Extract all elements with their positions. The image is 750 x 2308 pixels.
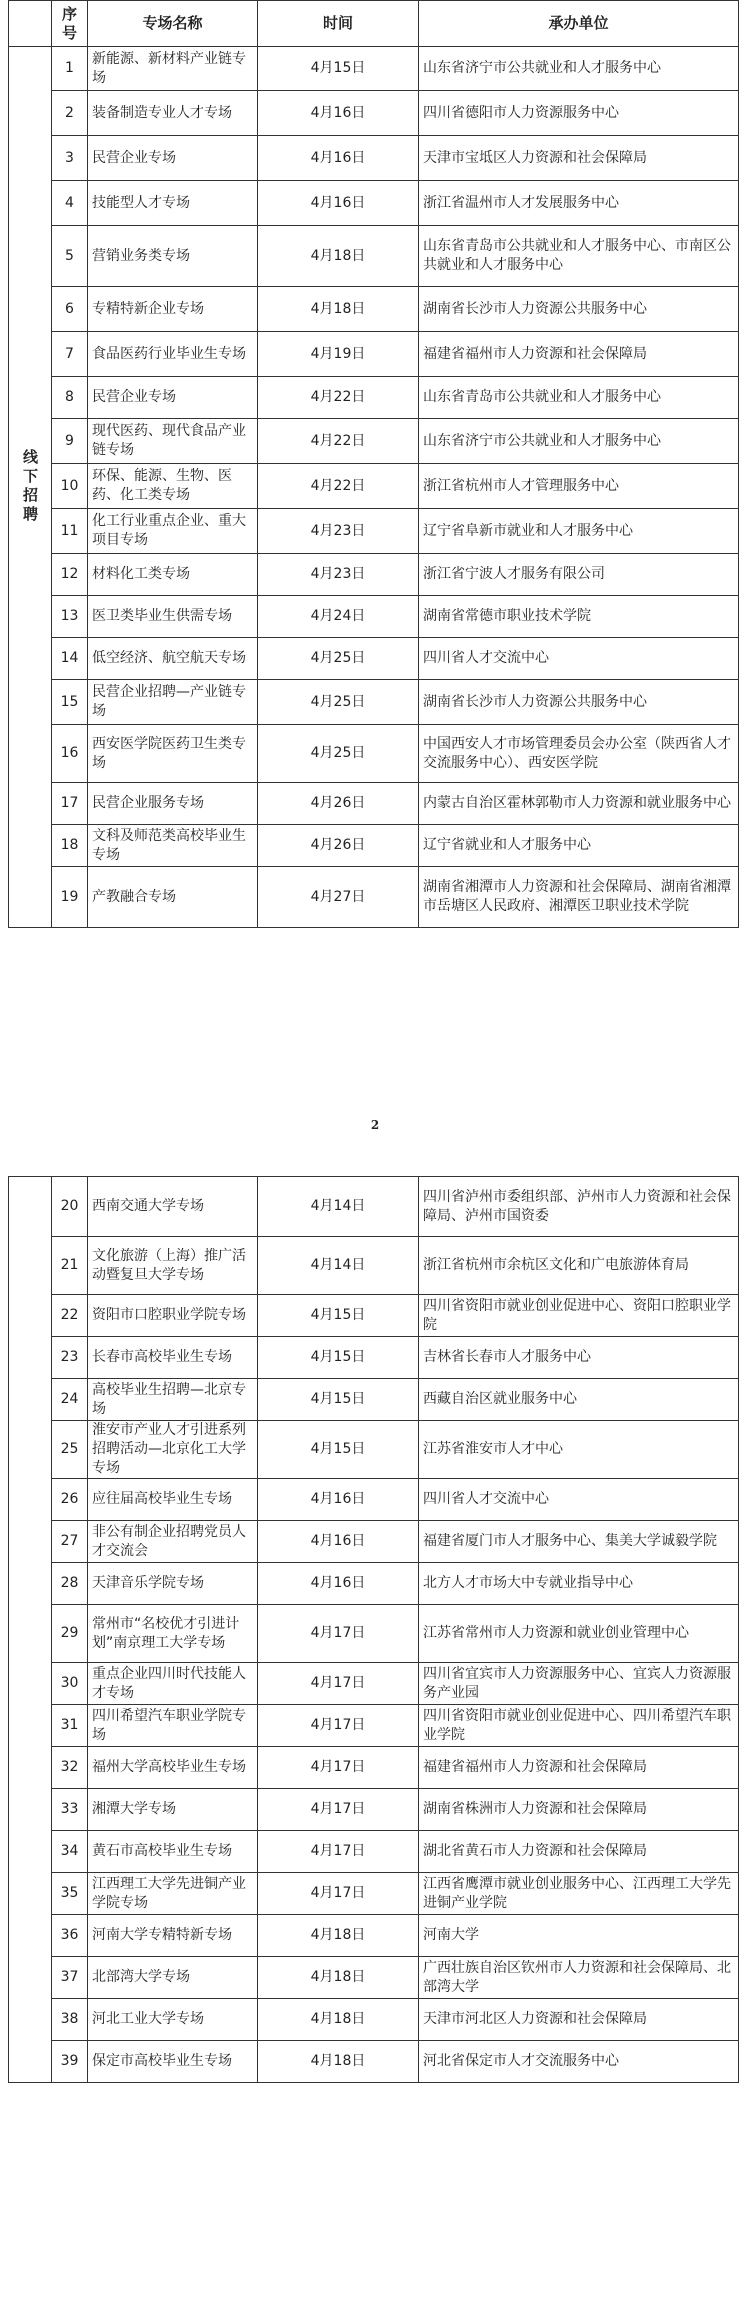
table-row: [9, 509, 739, 554]
event-date: 4月17日: [258, 1789, 419, 1831]
row-number: 2: [52, 91, 88, 136]
table-row: [9, 1915, 739, 1957]
organizer: 广西壮族自治区钦州市人力资源和社会保障局、北部湾大学: [419, 1957, 739, 1999]
table-header-row: [9, 1, 739, 47]
event-date: 4月15日: [258, 1295, 419, 1337]
event-name: 西南交通大学专场: [88, 1177, 258, 1237]
event-name: 产教融合专场: [88, 867, 258, 928]
row-number: 16: [52, 725, 88, 783]
organizer: 浙江省温州市人才发展服务中心: [419, 181, 739, 226]
table-row: [9, 136, 739, 181]
event-name: 技能型人才专场: [88, 181, 258, 226]
event-name: 北部湾大学专场: [88, 1957, 258, 1999]
event-date: 4月25日: [258, 638, 419, 680]
row-number: 26: [52, 1479, 88, 1521]
row-number: 11: [52, 509, 88, 554]
table-row: [9, 226, 739, 287]
row-number: 21: [52, 1237, 88, 1295]
row-number: 15: [52, 680, 88, 725]
table-row: [9, 1337, 739, 1379]
event-name: 应往届高校毕业生专场: [88, 1479, 258, 1521]
organizer: 湖南省湘潭市人力资源和社会保障局、湖南省湘潭市岳塘区人民政府、湘潭医卫职业技术学院: [419, 867, 739, 928]
row-number: 23: [52, 1337, 88, 1379]
table-row: [9, 1747, 739, 1789]
organizer: 浙江省宁波人才服务有限公司: [419, 554, 739, 596]
organizer: 湖南省长沙市人力资源公共服务中心: [419, 680, 739, 725]
organizer: 江苏省常州市人力资源和就业创业管理中心: [419, 1605, 739, 1663]
table-row: [9, 1873, 739, 1915]
table-row: [9, 1831, 739, 1873]
event-name: 重点企业四川时代技能人才专场: [88, 1663, 258, 1705]
row-number: 10: [52, 464, 88, 509]
organizer: 山东省济宁市公共就业和人才服务中心: [419, 47, 739, 91]
organizer: 四川省德阳市人力资源服务中心: [419, 91, 739, 136]
row-number: 24: [52, 1379, 88, 1421]
event-date: 4月17日: [258, 1831, 419, 1873]
table-row: [9, 783, 739, 825]
organizer: 天津市河北区人力资源和社会保障局: [419, 1999, 739, 2041]
event-name: 食品医药行业毕业生专场: [88, 332, 258, 377]
table-row: [9, 554, 739, 596]
row-number: 29: [52, 1605, 88, 1663]
event-date: 4月24日: [258, 596, 419, 638]
event-name: 淮安市产业人才引进系列招聘活动—北京化工大学专场: [88, 1421, 258, 1479]
table-row: [9, 1421, 739, 1479]
event-name: 现代医药、现代食品产业链专场: [88, 419, 258, 464]
event-name: 民营企业招聘—产业链专场: [88, 680, 258, 725]
table-row: [9, 1237, 739, 1295]
organizer: 江苏省淮安市人才中心: [419, 1421, 739, 1479]
event-date: 4月26日: [258, 825, 419, 867]
event-name: 福州大学高校毕业生专场: [88, 1747, 258, 1789]
row-number: 9: [52, 419, 88, 464]
table-row: [9, 332, 739, 377]
event-date: 4月25日: [258, 725, 419, 783]
row-number: 18: [52, 825, 88, 867]
organizer: 北方人才市场大中专就业指导中心: [419, 1563, 739, 1605]
organizer: 辽宁省阜新市就业和人才服务中心: [419, 509, 739, 554]
table-row: [9, 1521, 739, 1563]
table-row: [9, 377, 739, 419]
table-row: [9, 1957, 739, 1999]
organizer: 湖北省黄石市人力资源和社会保障局: [419, 1831, 739, 1873]
row-number: 5: [52, 226, 88, 287]
table-row: [9, 867, 739, 928]
event-name: 天津音乐学院专场: [88, 1563, 258, 1605]
table-row: [9, 2041, 739, 2083]
table-row: [9, 1705, 739, 1747]
organizer: 浙江省杭州市人才管理服务中心: [419, 464, 739, 509]
event-name: 高校毕业生招聘—北京专场: [88, 1379, 258, 1421]
event-date: 4月16日: [258, 181, 419, 226]
event-name: 常州市“名校优才引进计划”南京理工大学专场: [88, 1605, 258, 1663]
row-number: 7: [52, 332, 88, 377]
event-name: 文化旅游（上海）推广活动暨复旦大学专场: [88, 1237, 258, 1295]
organizer: 四川省资阳市就业创业促进中心、资阳口腔职业学院: [419, 1295, 739, 1337]
table-row: [9, 464, 739, 509]
event-name: 化工行业重点企业、重大项目专场: [88, 509, 258, 554]
row-number: 27: [52, 1521, 88, 1563]
table-row: [9, 1563, 739, 1605]
event-name: 西安医学院医药卫生类专场: [88, 725, 258, 783]
event-date: 4月23日: [258, 554, 419, 596]
header-time: 时间: [258, 1, 419, 47]
organizer: 山东省济宁市公共就业和人才服务中心: [419, 419, 739, 464]
organizer: 福建省福州市人力资源和社会保障局: [419, 332, 739, 377]
event-date: 4月17日: [258, 1605, 419, 1663]
event-date: 4月22日: [258, 377, 419, 419]
event-name: 河北工业大学专场: [88, 1999, 258, 2041]
row-number: 33: [52, 1789, 88, 1831]
row-number: 4: [52, 181, 88, 226]
event-name: 环保、能源、生物、医药、化工类专场: [88, 464, 258, 509]
event-name: 长春市高校毕业生专场: [88, 1337, 258, 1379]
row-number: 1: [52, 47, 88, 91]
event-date: 4月23日: [258, 509, 419, 554]
organizer: 河北省保定市人才交流服务中心: [419, 2041, 739, 2083]
event-date: 4月16日: [258, 91, 419, 136]
row-number: 39: [52, 2041, 88, 2083]
event-name: 黄石市高校毕业生专场: [88, 1831, 258, 1873]
header-blank: [9, 1, 52, 47]
row-number: 34: [52, 1831, 88, 1873]
event-date: 4月16日: [258, 1563, 419, 1605]
event-date: 4月18日: [258, 1915, 419, 1957]
event-date: 4月14日: [258, 1237, 419, 1295]
row-number: 14: [52, 638, 88, 680]
header-num: 序号: [52, 1, 88, 47]
category-cell: 线下招聘: [9, 47, 52, 928]
table-row: [9, 1789, 739, 1831]
row-number: 31: [52, 1705, 88, 1747]
table-row: [9, 91, 739, 136]
organizer: 四川省宜宾市人力资源服务中心、宜宾人力资源服务产业园: [419, 1663, 739, 1705]
event-date: 4月16日: [258, 1479, 419, 1521]
event-date: 4月15日: [258, 1337, 419, 1379]
organizer: 山东省青岛市公共就业和人才服务中心、市南区公共就业和人才服务中心: [419, 226, 739, 287]
event-name: 专精特新企业专场: [88, 287, 258, 332]
row-number: 37: [52, 1957, 88, 1999]
row-number: 36: [52, 1915, 88, 1957]
row-number: 35: [52, 1873, 88, 1915]
table-body-1: [9, 47, 739, 928]
event-name: 民营企业专场: [88, 136, 258, 181]
organizer: 河南大学: [419, 1915, 739, 1957]
row-number: 12: [52, 554, 88, 596]
table-row: [9, 1379, 739, 1421]
header-name: 专场名称: [88, 1, 258, 47]
table-body-2: [9, 1177, 739, 2083]
event-name: 保定市高校毕业生专场: [88, 2041, 258, 2083]
page-number: 2: [370, 1118, 380, 1132]
table-row: [9, 1999, 739, 2041]
organizer: 湖南省常德市职业技术学院: [419, 596, 739, 638]
event-date: 4月16日: [258, 1521, 419, 1563]
event-date: 4月18日: [258, 1957, 419, 1999]
row-number: 22: [52, 1295, 88, 1337]
table-row: [9, 287, 739, 332]
organizer: 四川省泸州市委组织部、泸州市人力资源和社会保障局、泸州市国资委: [419, 1177, 739, 1237]
event-name: 医卫类毕业生供需专场: [88, 596, 258, 638]
organizer: 浙江省杭州市余杭区文化和广电旅游体育局: [419, 1237, 739, 1295]
organizer: 江西省鹰潭市就业创业服务中心、江西理工大学先进铜产业学院: [419, 1873, 739, 1915]
table-row: [9, 1479, 739, 1521]
table-row: [9, 1177, 739, 1237]
row-number: 20: [52, 1177, 88, 1237]
event-date: 4月22日: [258, 464, 419, 509]
header-org: 承办单位: [419, 1, 739, 47]
organizer: 四川省资阳市就业创业促进中心、四川希望汽车职业学院: [419, 1705, 739, 1747]
table-row: [9, 1663, 739, 1705]
event-date: 4月17日: [258, 1663, 419, 1705]
organizer: 福建省厦门市人才服务中心、集美大学诚毅学院: [419, 1521, 739, 1563]
row-number: 25: [52, 1421, 88, 1479]
event-date: 4月26日: [258, 783, 419, 825]
event-date: 4月16日: [258, 136, 419, 181]
event-date: 4月18日: [258, 226, 419, 287]
organizer: 中国西安人才市场管理委员会办公室（陕西省人才交流服务中心）、西安医学院: [419, 725, 739, 783]
table-part-2: [8, 1176, 739, 2083]
row-number: 17: [52, 783, 88, 825]
organizer: 湖南省长沙市人力资源公共服务中心: [419, 287, 739, 332]
event-date: 4月15日: [258, 1379, 419, 1421]
event-date: 4月22日: [258, 419, 419, 464]
table-row: [9, 680, 739, 725]
event-name: 文科及师范类高校毕业生专场: [88, 825, 258, 867]
category-cell-blank: [9, 1177, 52, 2083]
event-date: 4月18日: [258, 2041, 419, 2083]
event-name: 营销业务类专场: [88, 226, 258, 287]
event-date: 4月18日: [258, 287, 419, 332]
row-number: 38: [52, 1999, 88, 2041]
event-date: 4月25日: [258, 680, 419, 725]
event-name: 江西理工大学先进铜产业学院专场: [88, 1873, 258, 1915]
event-name: 非公有制企业招聘党员人才交流会: [88, 1521, 258, 1563]
row-number: 3: [52, 136, 88, 181]
event-name: 民营企业服务专场: [88, 783, 258, 825]
event-date: 4月19日: [258, 332, 419, 377]
row-number: 30: [52, 1663, 88, 1705]
organizer: 内蒙古自治区霍林郭勒市人力资源和就业服务中心: [419, 783, 739, 825]
event-name: 民营企业专场: [88, 377, 258, 419]
table-row: [9, 1295, 739, 1337]
table-row: [9, 47, 739, 91]
row-number: 28: [52, 1563, 88, 1605]
table-row: [9, 825, 739, 867]
event-name: 资阳市口腔职业学院专场: [88, 1295, 258, 1337]
row-number: 32: [52, 1747, 88, 1789]
event-date: 4月15日: [258, 47, 419, 91]
organizer: 西藏自治区就业服务中心: [419, 1379, 739, 1421]
row-number: 6: [52, 287, 88, 332]
event-name: 四川希望汽车职业学院专场: [88, 1705, 258, 1747]
event-name: 湘潭大学专场: [88, 1789, 258, 1831]
organizer: 山东省青岛市公共就业和人才服务中心: [419, 377, 739, 419]
table-row: [9, 725, 739, 783]
event-name: 河南大学专精特新专场: [88, 1915, 258, 1957]
table-row: [9, 638, 739, 680]
event-date: 4月17日: [258, 1747, 419, 1789]
organizer: 辽宁省就业和人才服务中心: [419, 825, 739, 867]
event-date: 4月17日: [258, 1873, 419, 1915]
event-name: 新能源、新材料产业链专场: [88, 47, 258, 91]
event-date: 4月15日: [258, 1421, 419, 1479]
row-number: 8: [52, 377, 88, 419]
organizer: 湖南省株洲市人力资源和社会保障局: [419, 1789, 739, 1831]
event-name: 装备制造专业人才专场: [88, 91, 258, 136]
row-number: 19: [52, 867, 88, 928]
organizer: 福建省福州市人力资源和社会保障局: [419, 1747, 739, 1789]
organizer: 四川省人才交流中心: [419, 1479, 739, 1521]
table-part-1: [8, 0, 739, 928]
row-number: 13: [52, 596, 88, 638]
table-row: [9, 1605, 739, 1663]
event-date: 4月14日: [258, 1177, 419, 1237]
table-row: [9, 419, 739, 464]
organizer: 四川省人才交流中心: [419, 638, 739, 680]
table-row: [9, 181, 739, 226]
event-name: 低空经济、航空航天专场: [88, 638, 258, 680]
event-date: 4月17日: [258, 1705, 419, 1747]
organizer: 天津市宝坻区人力资源和社会保障局: [419, 136, 739, 181]
event-date: 4月27日: [258, 867, 419, 928]
event-date: 4月18日: [258, 1999, 419, 2041]
table-row: [9, 596, 739, 638]
event-name: 材料化工类专场: [88, 554, 258, 596]
organizer: 吉林省长春市人才服务中心: [419, 1337, 739, 1379]
